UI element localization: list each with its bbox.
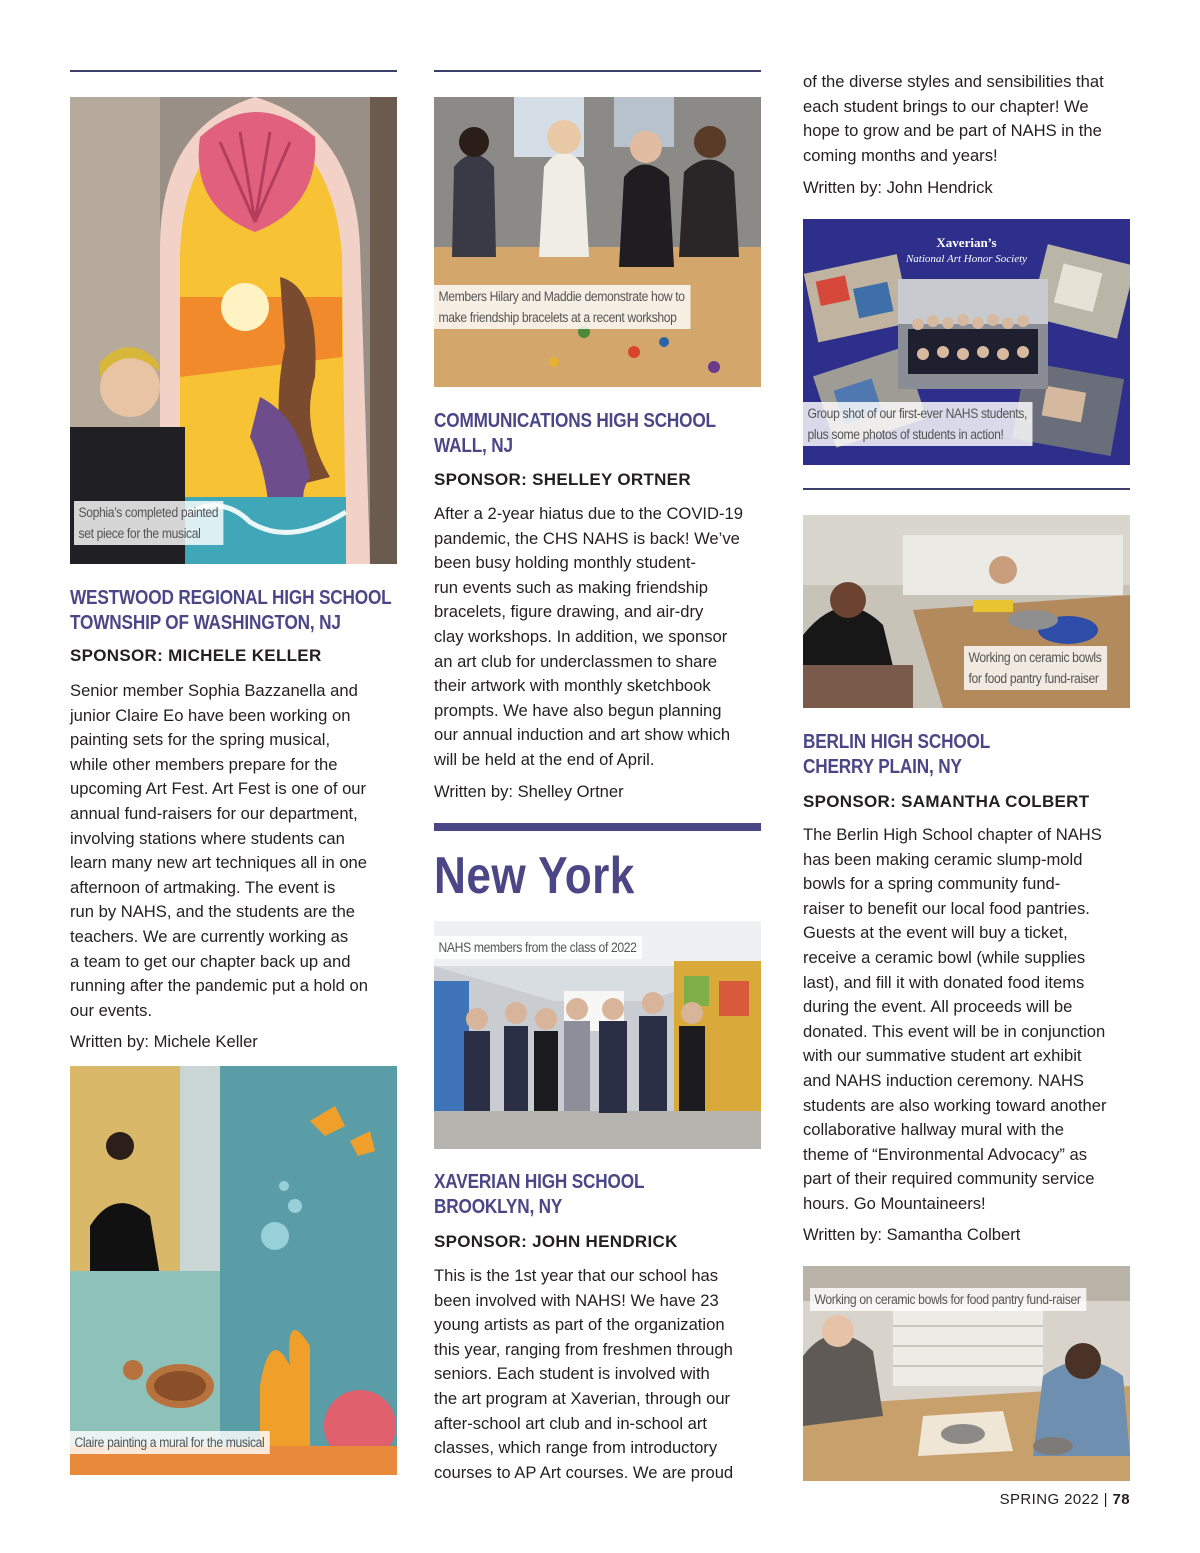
body-line: has been making ceramic slump-mold bbox=[803, 849, 1083, 869]
body-line: learn many new art techniques all in one bbox=[70, 853, 368, 873]
page-number: 78 bbox=[1112, 1491, 1130, 1508]
body-line: receive a ceramic bowl (while supplies bbox=[803, 947, 1086, 967]
sponsor-line: SPONSOR: SAMANTHA COLBERT bbox=[803, 792, 1090, 811]
body-line: courses to AP Art courses. We are proud bbox=[434, 1462, 734, 1482]
body-line: involving stations where students can bbox=[70, 828, 345, 848]
school-heading: BERLIN HIGH SCHOOL CHERRY PLAIN, NY bbox=[803, 731, 991, 778]
folio-separator: | bbox=[1099, 1491, 1113, 1508]
body-line: After a 2-year hiatus due to the COVID-19 bbox=[434, 504, 743, 523]
photo-caption: Group shot of our first-ever NAHS students, plus some photos of students in action! bbox=[803, 402, 1032, 446]
school-heading: XAVERIAN HIGH SCHOOL BROOKLYN, NY bbox=[434, 1171, 645, 1218]
body-line: teachers. We are currently working as bbox=[70, 926, 349, 946]
body-line: raiser to benefit our local food pantries. bbox=[803, 898, 1090, 918]
body-line: of the diverse styles and sensibilities that bbox=[803, 72, 1104, 91]
byline: Written by: Michele Keller bbox=[70, 1032, 258, 1051]
sponsor-line: SPONSOR: JOHN HENDRICK bbox=[434, 1232, 678, 1251]
byline: Written by: Shelley Ortner bbox=[434, 782, 624, 801]
page-folio bbox=[1000, 1491, 1130, 1508]
article-body bbox=[803, 823, 1106, 1217]
article-body bbox=[434, 502, 743, 773]
body-line: hours. Go Mountaineers! bbox=[803, 1193, 986, 1213]
sponsor-line: SPONSOR: SHELLEY ORTNER bbox=[434, 470, 691, 489]
body-line: while other members prepare for the bbox=[70, 754, 338, 774]
body-line: part of their required community service bbox=[803, 1169, 1095, 1189]
body-line: bowls for a spring community fund- bbox=[803, 874, 1061, 894]
column-rule bbox=[803, 488, 1130, 490]
photo-caption: Working on ceramic bowls for food pantry fund-raiser bbox=[964, 646, 1107, 690]
body-line: Guests at the event will buy a ticket, bbox=[803, 923, 1068, 943]
body-line: our events. bbox=[70, 1000, 153, 1020]
collage-title: Xaverian’s bbox=[936, 235, 997, 250]
column-top-rule bbox=[434, 70, 761, 72]
byline: Written by: Samantha Colbert bbox=[803, 1225, 1021, 1244]
article-body bbox=[70, 679, 368, 1023]
body-line: classes, which range from introductory bbox=[434, 1438, 718, 1458]
body-line: the art program at Xaverian, through our bbox=[434, 1388, 731, 1408]
photo-caption: Working on ceramic bowls for food pantry fund-raiser bbox=[810, 1288, 1086, 1311]
body-line: seniors. Each student is involved with bbox=[434, 1364, 710, 1384]
body-line: young artists as part of the organization bbox=[434, 1315, 725, 1335]
body-line: prompts. We have also begun planning bbox=[434, 700, 722, 720]
body-line: students are also working toward another bbox=[803, 1095, 1107, 1115]
body-line: an art club for underclassmen to share bbox=[434, 651, 718, 671]
column-top-rule bbox=[70, 70, 397, 72]
body-line: collaborative hallway mural with the bbox=[803, 1120, 1065, 1140]
body-line: theme of “Environmental Advocacy” as bbox=[803, 1144, 1088, 1164]
school-heading: COMMUNICATIONS HIGH SCHOOL WALL, NJ bbox=[434, 410, 716, 457]
body-line: and NAHS induction ceremony. NAHS bbox=[803, 1070, 1084, 1090]
body-line: This is the 1st year that our school has bbox=[434, 1266, 719, 1285]
body-line: will be held at the end of April. bbox=[434, 749, 655, 769]
body-line: been involved with NAHS! We have 23 bbox=[434, 1290, 719, 1310]
sponsor-line: SPONSOR: MICHELE KELLER bbox=[70, 646, 322, 665]
school-heading: WESTWOOD REGIONAL HIGH SCHOOL TOWNSHIP OF WASHINGTON, NJ bbox=[70, 587, 392, 634]
body-line: their artwork with monthly sketchbook bbox=[434, 676, 711, 696]
body-line: this year, ranging from freshmen through bbox=[434, 1339, 733, 1359]
body-line: clay workshops. In addition, we sponsor bbox=[434, 626, 728, 646]
byline: Written by: John Hendrick bbox=[803, 178, 993, 197]
body-line: run by NAHS, and the students are the bbox=[70, 902, 356, 922]
body-line: upcoming Art Fest. Art Fest is one of our bbox=[70, 779, 367, 799]
body-line: each student brings to our chapter! We bbox=[803, 96, 1089, 116]
article-body bbox=[434, 1264, 733, 1485]
body-line: Senior member Sophia Bazzanella and bbox=[70, 681, 358, 700]
body-line: a team to get our chapter back up and bbox=[70, 951, 351, 971]
state-heading: New York bbox=[434, 847, 635, 905]
body-line: run events such as making friendship bbox=[434, 577, 708, 597]
body-line: afternoon of artmaking. The event is bbox=[70, 877, 336, 897]
body-line: painting sets for the spring musical, bbox=[70, 730, 331, 750]
body-line: coming months and years! bbox=[803, 145, 998, 165]
mural-set-piece-photo bbox=[70, 97, 397, 564]
collage-subtitle: National Art Honor Society bbox=[905, 253, 1028, 265]
body-line: been busy holding monthly student- bbox=[434, 553, 696, 573]
issue-label: SPRING 2022 bbox=[999, 1491, 1100, 1508]
body-line: last), and fill it with donated food items bbox=[803, 972, 1085, 992]
photo-caption: Claire painting a mural for the musical bbox=[70, 1431, 270, 1454]
body-line: our annual induction and art show which bbox=[434, 725, 731, 745]
photo-caption: Sophia’s completed painted set piece for the musical bbox=[74, 501, 224, 545]
body-line: The Berlin High School chapter of NAHS bbox=[803, 825, 1102, 844]
photo-caption: NAHS members from the class of 2022 bbox=[434, 936, 642, 959]
body-line: during the event. All proceeds will be bbox=[803, 997, 1073, 1017]
body-line: pandemic, the CHS NAHS is back! We’ve bbox=[434, 528, 740, 548]
body-line: running after the pandemic put a hold on bbox=[70, 976, 368, 996]
body-line: bracelets, figure drawing, and air-dry bbox=[434, 602, 704, 622]
body-line: donated. This event will be in conjunction bbox=[803, 1021, 1106, 1041]
section-rule bbox=[434, 823, 761, 831]
mural-painting-photo bbox=[70, 1066, 397, 1475]
body-line: after-school art club and in-school art bbox=[434, 1413, 708, 1433]
body-line: junior Claire Eo have been working on bbox=[70, 705, 351, 725]
bracelet-workshop-photo bbox=[434, 97, 761, 387]
body-line: with our summative student art exhibit bbox=[803, 1046, 1082, 1066]
body-line: hope to grow and be part of NAHS in the bbox=[803, 121, 1102, 141]
photo-caption: Members Hilary and Maddie demonstrate how to make friendship bracelets at a recent workshop bbox=[434, 285, 690, 329]
article-body-continued bbox=[803, 70, 1104, 168]
body-line: annual fund-raisers for our department, bbox=[70, 803, 358, 823]
